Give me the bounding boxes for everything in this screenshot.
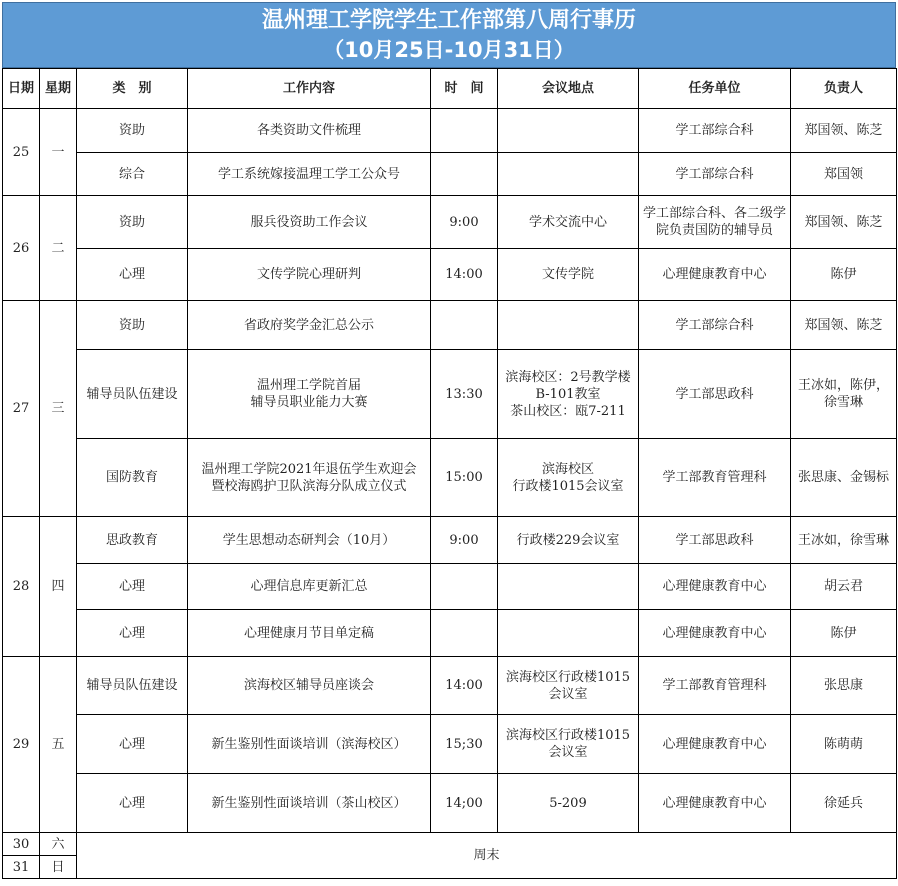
header-date: 日期 [3,69,40,109]
time-cell [431,153,498,196]
content-cell: 学生思想动态研判会（10月） [188,517,431,564]
table-row [3,439,897,517]
person-cell: 郑国领、陈芝 [791,109,897,153]
location-cell: 滨海校区 行政楼1015会议室 [498,439,639,517]
table-row [3,109,897,153]
time-cell [431,564,498,610]
date-cell: 29 [3,657,40,833]
category-cell: 资助 [77,301,188,350]
weekday-cell: 日 [40,856,77,879]
table-row [3,301,897,350]
header-weekday: 星期 [40,69,77,109]
time-cell: 9:00 [431,517,498,564]
content-cell: 心理信息库更新汇总 [188,564,431,610]
unit-cell: 学工部综合科 [639,301,791,350]
unit-cell: 学工部综合科、各二级学院负责国防的辅导员 [639,196,791,249]
time-cell [431,109,498,153]
table-row [3,249,897,301]
date-cell: 28 [3,517,40,657]
weekend-cell: 周末 [77,833,897,879]
category-cell: 心理 [77,715,188,774]
date-cell: 30 [3,833,40,856]
category-cell: 资助 [77,196,188,249]
person-cell: 王冰如，徐雪琳 [791,517,897,564]
unit-cell: 学工部思政科 [639,350,791,439]
content-cell: 新生鉴别性面谈培训（滨海校区） [188,715,431,774]
time-cell [431,610,498,657]
person-cell: 徐延兵 [791,774,897,833]
unit-cell: 心理健康教育中心 [639,610,791,657]
weekday-cell: 三 [40,301,77,517]
page-title: 温州理工学院学生工作部第八周行事历 [261,8,636,33]
header-row [3,69,897,109]
location-cell [498,564,639,610]
date-cell: 26 [3,196,40,301]
person-cell: 胡云君 [791,564,897,610]
person-cell: 张思康 [791,657,897,715]
header-time: 时 间 [431,69,498,109]
category-cell: 心理 [77,564,188,610]
table-row [3,715,897,774]
location-cell [498,109,639,153]
time-cell: 14:00 [431,657,498,715]
person-cell: 陈萌萌 [791,715,897,774]
weekday-cell: 二 [40,196,77,301]
category-cell: 综合 [77,153,188,196]
person-cell: 郑国领 [791,153,897,196]
schedule-table [2,68,897,879]
content-cell: 文传学院心理研判 [188,249,431,301]
table-row [3,657,897,715]
table-row [3,196,897,249]
unit-cell: 学工部教育管理科 [639,657,791,715]
location-cell [498,301,639,350]
category-cell: 思政教育 [77,517,188,564]
content-cell: 新生鉴别性面谈培训（茶山校区） [188,774,431,833]
category-cell: 辅导员队伍建设 [77,350,188,439]
content-cell: 各类资助文件梳理 [188,109,431,153]
location-cell: 学术交流中心 [498,196,639,249]
content-cell: 温州理工学院首届 辅导员职业能力大赛 [188,350,431,439]
weekday-cell: 一 [40,109,77,196]
location-cell: 5-209 [498,774,639,833]
location-cell [498,153,639,196]
location-cell: 滨海校区行政楼1015会议室 [498,657,639,715]
content-cell: 温州理工学院2021年退伍学生欢迎会 暨校海鸥护卫队滨海分队成立仪式 [188,439,431,517]
table-row [3,517,897,564]
date-cell: 25 [3,109,40,196]
location-cell: 滨海校区行政楼1015会议室 [498,715,639,774]
category-cell: 资助 [77,109,188,153]
content-cell: 学工系统嫁接温理工学工公众号 [188,153,431,196]
date-cell: 27 [3,301,40,517]
person-cell: 郑国领、陈芝 [791,301,897,350]
person-cell: 王冰如，陈伊，徐雪琳 [791,350,897,439]
weekday-cell: 六 [40,833,77,856]
table-row [3,564,897,610]
unit-cell: 心理健康教育中心 [639,564,791,610]
header-category: 类 别 [77,69,188,109]
table-row [3,350,897,439]
content-cell: 省政府奖学金汇总公示 [188,301,431,350]
table-row [3,153,897,196]
time-cell: 9:00 [431,196,498,249]
table-row [3,610,897,657]
header-person: 负责人 [791,69,897,109]
unit-cell: 学工部综合科 [639,109,791,153]
table-row [3,774,897,833]
content-cell: 心理健康月节目单定稿 [188,610,431,657]
time-cell [431,301,498,350]
time-cell: 15:00 [431,439,498,517]
unit-cell: 心理健康教育中心 [639,774,791,833]
weekend-row [3,833,897,856]
category-cell: 国防教育 [77,439,188,517]
title-banner [2,2,896,68]
header-unit: 任务单位 [639,69,791,109]
content-cell: 服兵役资助工作会议 [188,196,431,249]
category-cell: 辅导员队伍建设 [77,657,188,715]
time-cell: 14;00 [431,774,498,833]
person-cell: 陈伊 [791,610,897,657]
location-cell [498,610,639,657]
unit-cell: 心理健康教育中心 [639,249,791,301]
page-subtitle: （10月25日-10月31日） [323,38,575,62]
header-location: 会议地点 [498,69,639,109]
person-cell: 陈伊 [791,249,897,301]
time-cell: 15;30 [431,715,498,774]
location-cell: 文传学院 [498,249,639,301]
content-cell: 滨海校区辅导员座谈会 [188,657,431,715]
calendar [2,2,896,879]
location-cell: 行政楼229会议室 [498,517,639,564]
header-content: 工作内容 [188,69,431,109]
weekday-cell: 四 [40,517,77,657]
unit-cell: 学工部思政科 [639,517,791,564]
category-cell: 心理 [77,610,188,657]
person-cell: 郑国领、陈芝 [791,196,897,249]
date-cell: 31 [3,856,40,879]
category-cell: 心理 [77,249,188,301]
time-cell: 14:00 [431,249,498,301]
unit-cell: 学工部教育管理科 [639,439,791,517]
location-cell: 滨海校区：2号教学楼 B-101教室 茶山校区：瓯7-211 [498,350,639,439]
unit-cell: 心理健康教育中心 [639,715,791,774]
person-cell: 张思康、金锡标 [791,439,897,517]
category-cell: 心理 [77,774,188,833]
time-cell: 13:30 [431,350,498,439]
weekday-cell: 五 [40,657,77,833]
unit-cell: 学工部综合科 [639,153,791,196]
